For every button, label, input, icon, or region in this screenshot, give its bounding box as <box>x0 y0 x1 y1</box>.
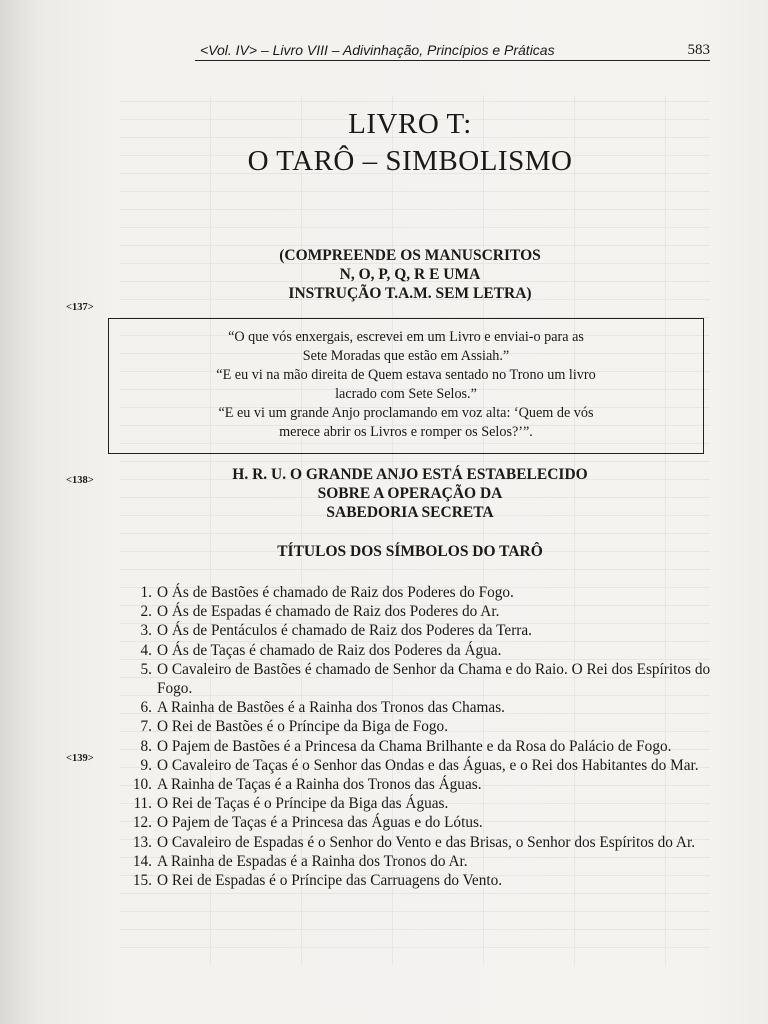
item-number: 14. <box>132 852 152 870</box>
list-item <box>118 775 712 794</box>
quote-line: “E eu vi na mão direita de Quem estava sentado no Trono um livro <box>216 367 596 383</box>
list-item <box>118 717 712 736</box>
item-text: O Rei de Espadas é o Príncipe das Carruagens do Vento. <box>157 872 503 890</box>
section-heading-line: SOBRE A OPERAÇÃO DA <box>317 485 503 502</box>
item-text: O Rei de Bastões é o Príncipe da Biga de Fogo. <box>157 718 449 736</box>
list-item <box>118 698 712 717</box>
list-item <box>118 621 712 640</box>
section-heading-line: H. R. U. O GRANDE ANJO ESTÁ ESTABELECIDO <box>232 466 588 483</box>
item-text: O Pajem de Taças é a Princesa das Águas e do Lótus. <box>157 814 483 832</box>
item-number: 11. <box>133 795 152 813</box>
page-number: 583 <box>687 42 710 58</box>
list-item <box>118 852 712 871</box>
list-item <box>118 813 712 832</box>
item-text: O Ás de Espadas é chamado de Raiz dos Poderes do Ar. <box>157 603 500 621</box>
list-item <box>118 737 712 756</box>
item-number: 13. <box>132 833 152 851</box>
item-number: 7. <box>140 718 152 736</box>
subtitle-line: (COMPREENDE OS MANUSCRITOS <box>279 247 541 264</box>
list-item <box>118 756 712 775</box>
item-number: 2. <box>140 603 152 621</box>
quote-line: lacrado com Sete Selos.” <box>335 386 477 402</box>
titles-heading: TÍTULOS DOS SÍMBOLOS DO TARÔ <box>277 543 543 560</box>
item-text: O Cavaleiro de Espadas é o Senhor do Vento e das Brisas, o Senhor dos Espíritos do Ar. <box>157 833 696 851</box>
subtitle-line: N, O, P, Q, R E UMA <box>339 266 481 283</box>
item-text: O Rei de Taças é o Príncipe da Biga das Águas. <box>157 795 449 813</box>
item-number: 12. <box>132 814 152 832</box>
subtitle <box>150 246 670 303</box>
item-text: O Ás de Bastões é chamado de Raiz dos Poderes do Fogo. <box>157 584 514 601</box>
list-item <box>118 583 712 602</box>
list-item <box>118 641 712 660</box>
list-item <box>118 660 712 698</box>
item-text: A Rainha de Taças é a Rainha dos Tronos das Águas. <box>157 776 482 794</box>
item-number: 10. <box>132 776 152 794</box>
margin-ref-137: <137> <box>66 302 94 313</box>
section-heading <box>150 465 670 522</box>
item-number: 4. <box>140 641 152 659</box>
list-item <box>118 871 712 890</box>
item-number: 8. <box>140 737 152 755</box>
item-number: 5. <box>140 660 152 678</box>
section-heading-line: SABEDORIA SECRETA <box>326 504 494 521</box>
item-text: O Cavaleiro de Bastões é chamado de Senhor da Chama e do Raio. O Rei dos Espíritos do Fogo. <box>157 660 711 698</box>
epigraph-box <box>108 318 704 454</box>
list-item <box>118 833 712 852</box>
item-text: O Cavaleiro de Taças é o Senhor das Ondas e das Águas, e o Rei dos Habitantes do Mar. <box>157 756 699 774</box>
margin-ref-139: <139> <box>66 753 94 764</box>
tarot-titles-list <box>118 583 712 890</box>
item-text: O Ás de Pentáculos é chamado de Raiz dos Poderes da Terra. <box>157 622 533 640</box>
running-title: <Vol. IV> – Livro VIII – Adivinhação, Princípios e Práticas <box>200 42 555 58</box>
list-item <box>118 602 712 621</box>
quote-line: “O que vós enxergais, escrevei em um Livro e enviai-o para as <box>228 329 584 345</box>
item-text: A Rainha de Bastões é a Rainha dos Tronos das Chamas. <box>157 699 505 717</box>
quote-line: Sete Moradas que estão em Assiah.” <box>302 348 510 364</box>
item-number: 15. <box>132 872 152 890</box>
running-header <box>195 40 710 61</box>
item-number: 9. <box>140 756 152 774</box>
item-number: 3. <box>140 622 152 640</box>
subtitle-line: INSTRUÇÃO T.A.M. SEM LETRA) <box>288 285 532 302</box>
item-text: O Pajem de Bastões é a Princesa da Chama Brilhante e da Rosa do Palácio de Fogo. <box>157 737 672 755</box>
item-number: 6. <box>140 699 152 717</box>
margin-ref-138: <138> <box>66 475 94 486</box>
book-title-line-1: LIVRO T: <box>348 108 472 140</box>
book-title-line-2: O TARÔ – SIMBOLISMO <box>247 145 573 177</box>
list-item <box>118 794 712 813</box>
item-text: O Ás de Taças é chamado de Raiz dos Poderes da Água. <box>157 641 502 659</box>
quote-line: merece abrir os Livros e romper os Selos?’”. <box>279 424 533 440</box>
quote-line: “E eu vi um grande Anjo proclamando em voz alta: ‘Quem de vós <box>218 405 594 421</box>
item-number: 1. <box>140 584 152 601</box>
item-text: A Rainha de Espadas é a Rainha dos Tronos do Ar. <box>157 852 468 870</box>
